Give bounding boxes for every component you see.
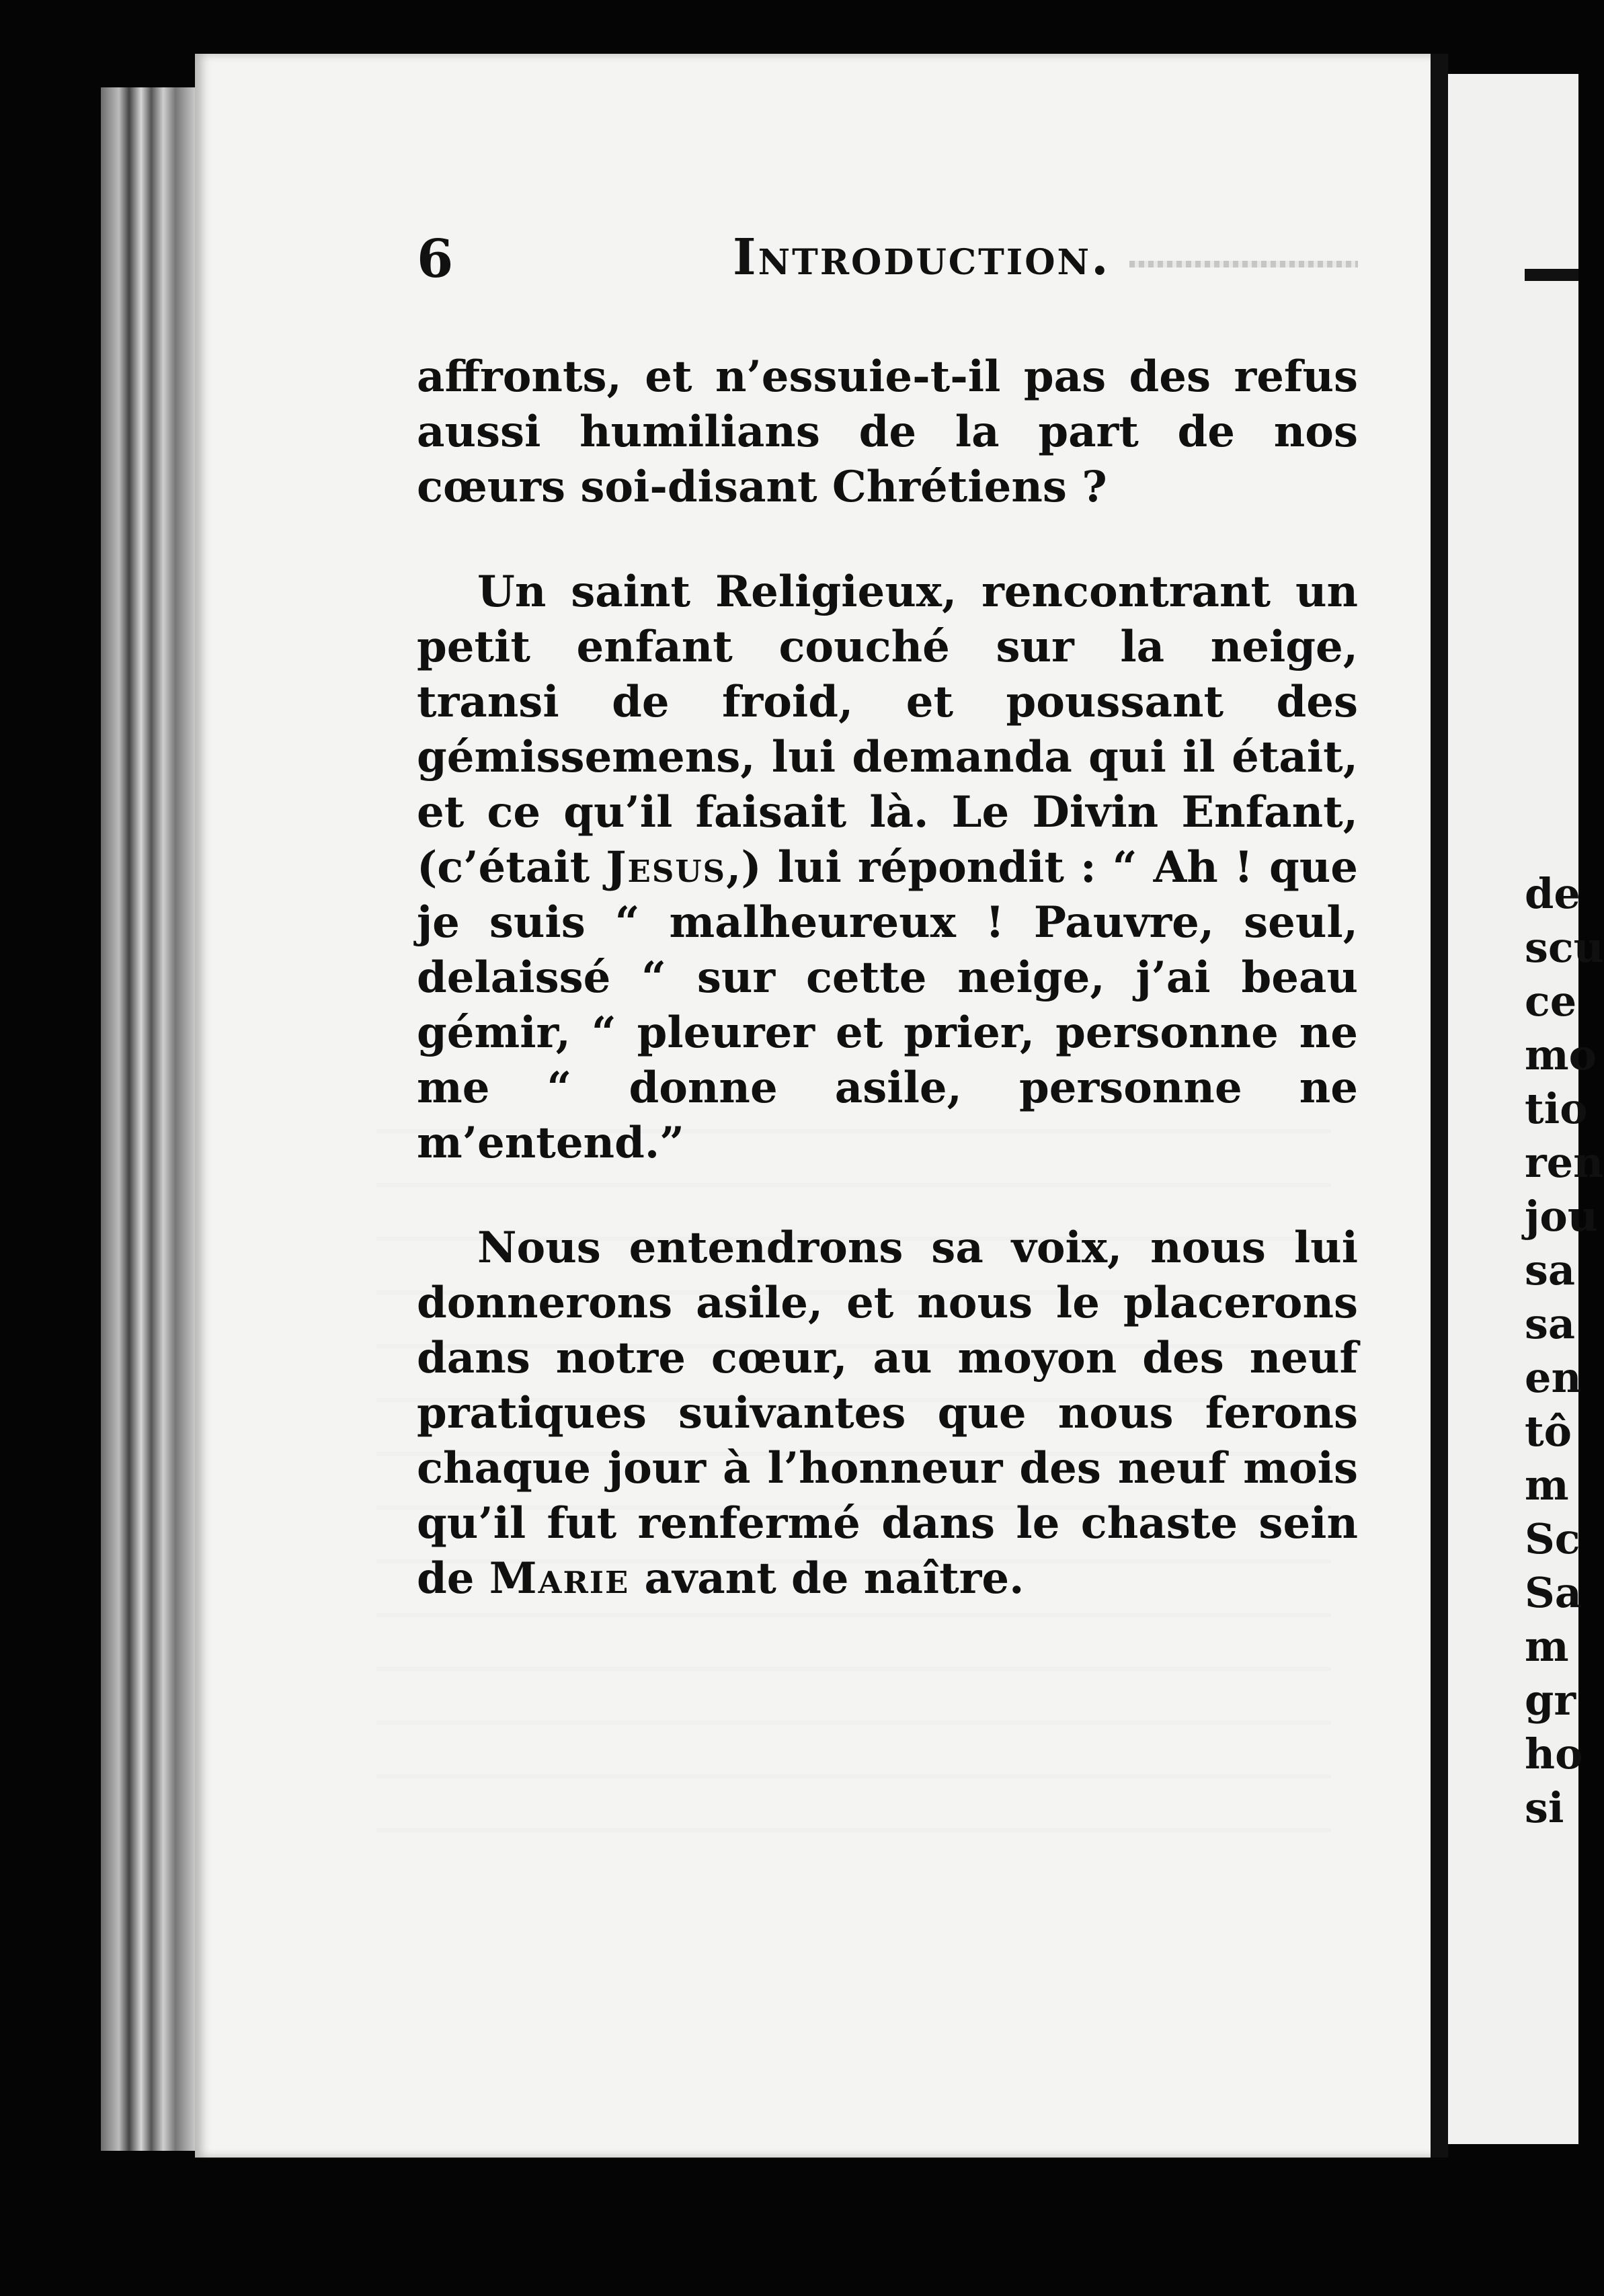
fragment: ce bbox=[1525, 977, 1577, 1026]
fragment: de bbox=[1525, 869, 1580, 918]
fragment: tio bbox=[1525, 1084, 1588, 1133]
fragment: jou bbox=[1525, 1192, 1598, 1241]
page-stack-edge bbox=[101, 87, 202, 2151]
marie-small-caps: Marie bbox=[489, 1553, 630, 1604]
fragment: gr bbox=[1525, 1676, 1576, 1725]
fragment: ho bbox=[1525, 1729, 1583, 1778]
paragraph-3-text-b: avant de naître. bbox=[629, 1553, 1025, 1604]
book-gutter bbox=[1431, 54, 1448, 2158]
fragment: m bbox=[1525, 1461, 1569, 1510]
fragment: Sc bbox=[1525, 1514, 1580, 1563]
fragment: m bbox=[1525, 1622, 1569, 1671]
facing-page-rule bbox=[1525, 269, 1578, 281]
fragment: sa bbox=[1525, 1245, 1576, 1295]
header-rule bbox=[1129, 261, 1358, 268]
fragment: scu bbox=[1525, 923, 1604, 972]
fragment: sa bbox=[1525, 1299, 1576, 1348]
paragraph-3-text-a: Nous entendrons sa voix, nous lui donnerons asile, et nous le placerons dans notre cœur, au moyon des neuf pratiques suivantes que nous ferons chaque jour à l’honneur des neuf mois qu’il fut renfermé dans le chaste sein de bbox=[417, 1223, 1358, 1604]
fragment: ren bbox=[1525, 1138, 1604, 1187]
facing-page-text-fragments bbox=[1525, 867, 1604, 1835]
fragment: Sa bbox=[1525, 1568, 1582, 1617]
paragraph-3 bbox=[417, 1221, 1358, 1606]
paragraph-2-text-b: ,) lui répondit : “ Ah ! que je suis “ malheureux ! Pauvre, seul, delaissé “ sur cette neige, j’ai beau gémir, “ pleurer et prier, personne ne me “ donne asile, personne ne m’entend.” bbox=[417, 842, 1359, 1168]
page-number: 6 bbox=[417, 229, 454, 290]
running-head: Introduction. bbox=[733, 229, 1111, 286]
fragment: tô bbox=[1525, 1407, 1572, 1456]
paragraph-1-text: affronts, et n’essuie-t-il pas des refus aussi humilians de la part de nos cœurs soi-disant Chrétiens ? bbox=[417, 352, 1358, 512]
paragraph-2-text-a: Un saint Religieux, rencontrant un petit enfant couché sur la neige, transi de froid, et poussant des gémissemens, lui demanda qui il était, et ce qu’il faisait là. Le Divin Enfant, (c’était bbox=[417, 567, 1358, 893]
page-header bbox=[417, 229, 1358, 302]
paragraph-1 bbox=[417, 350, 1358, 515]
paragraph-2 bbox=[417, 565, 1358, 1171]
fragment: mo bbox=[1525, 1030, 1597, 1079]
fragment: en bbox=[1525, 1353, 1582, 1402]
jesus-small-caps: Jesus bbox=[606, 842, 727, 893]
body-text bbox=[417, 350, 1358, 1656]
fragment: si bbox=[1525, 1783, 1564, 1832]
